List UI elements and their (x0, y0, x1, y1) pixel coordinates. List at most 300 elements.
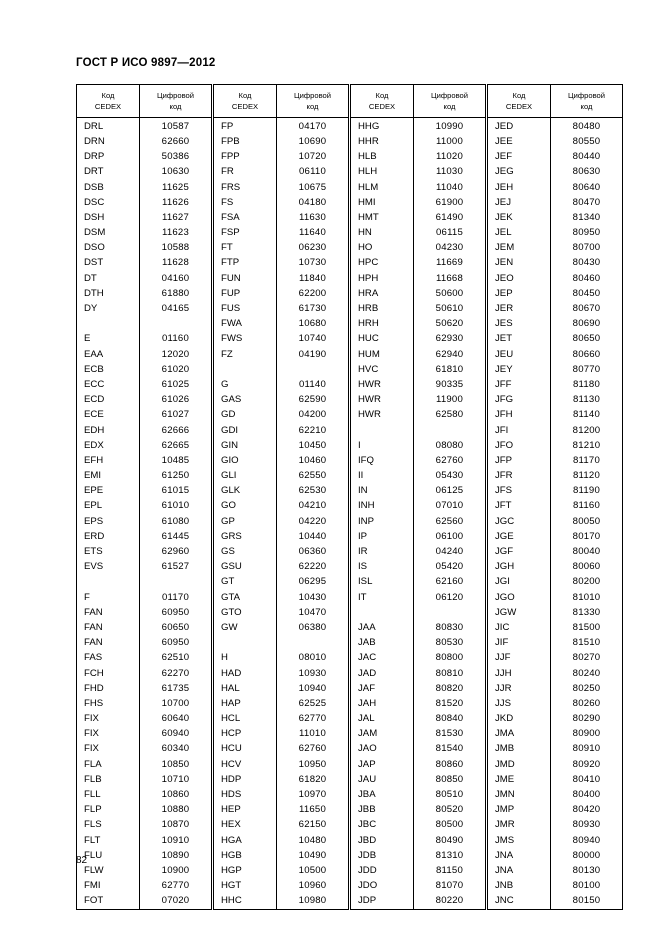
cell-cedex-code: DRP (77, 149, 140, 164)
header-numeric-code (277, 85, 349, 118)
table-row (77, 332, 212, 347)
table-row (488, 802, 623, 817)
cell-cedex-code: JAB (351, 635, 414, 650)
cell-numeric-code: 01160 (140, 332, 212, 347)
cell-numeric-code: 06120 (414, 590, 486, 605)
cell-cedex-code: JMR (488, 818, 551, 833)
cell-cedex-code (214, 362, 277, 377)
cell-cedex-code: INH (351, 499, 414, 514)
cell-numeric-code: 62580 (414, 408, 486, 423)
cell-cedex-code: JJS (488, 696, 551, 711)
cell-cedex-code: ECB (77, 362, 140, 377)
cell-cedex-code: HCP (214, 727, 277, 742)
table-row (351, 195, 486, 210)
table-row (488, 149, 623, 164)
table-row (488, 392, 623, 407)
cell-cedex-code: HHR (351, 134, 414, 149)
cell-numeric-code: 11625 (140, 180, 212, 195)
cell-cedex-code: JAH (351, 696, 414, 711)
table-spacer-row (351, 423, 486, 438)
table-row (77, 818, 212, 833)
cell-numeric-code: 80910 (551, 742, 623, 757)
table-row (488, 347, 623, 362)
cell-cedex-code: ETS (77, 544, 140, 559)
cell-cedex-code: JIC (488, 620, 551, 635)
cell-cedex-code: FSP (214, 225, 277, 240)
table-row (488, 514, 623, 529)
cell-cedex-code: HWR (351, 377, 414, 392)
table-row (214, 316, 349, 331)
table-header-row (77, 85, 212, 118)
table-row (77, 301, 212, 316)
cell-numeric-code: 11669 (414, 256, 486, 271)
cell-cedex-code: FAN (77, 605, 140, 620)
cell-numeric-code: 62666 (140, 423, 212, 438)
cell-cedex-code: JEN (488, 256, 551, 271)
cell-cedex-code: JDP (351, 894, 414, 910)
cell-cedex-code: JFP (488, 453, 551, 468)
cell-cedex-code: HGB (214, 848, 277, 863)
cell-numeric-code: 81330 (551, 605, 623, 620)
cell-cedex-code: HGP (214, 863, 277, 878)
cell-cedex-code: FLT (77, 833, 140, 848)
cell-numeric-code: 61820 (277, 772, 349, 787)
table-row (488, 620, 623, 635)
cell-cedex-code: ECE (77, 408, 140, 423)
table-row (77, 559, 212, 574)
cell-cedex-code: JEF (488, 149, 551, 164)
cell-cedex-code: DSC (77, 195, 140, 210)
table-row (488, 833, 623, 848)
cell-numeric-code: 11630 (277, 210, 349, 225)
table-row (351, 438, 486, 453)
cell-numeric-code: 80480 (551, 118, 623, 135)
table-row (214, 818, 349, 833)
cell-cedex-code: GD (214, 408, 277, 423)
table-row (488, 241, 623, 256)
table-row (214, 286, 349, 301)
cell-numeric-code: 80950 (551, 225, 623, 240)
table-row (214, 195, 349, 210)
cell-cedex-code: JMP (488, 802, 551, 817)
table-row (351, 696, 486, 711)
cell-cedex-code: HHC (214, 894, 277, 910)
cell-cedex-code: JDB (351, 848, 414, 863)
cell-numeric-code: 61880 (140, 286, 212, 301)
cell-numeric-code: 81170 (551, 453, 623, 468)
cell-numeric-code: 81070 (414, 878, 486, 893)
cell-numeric-code: 50600 (414, 286, 486, 301)
table-row (77, 180, 212, 195)
cell-numeric-code: 10730 (277, 256, 349, 271)
cell-cedex-code: GP (214, 514, 277, 529)
table-row (214, 377, 349, 392)
cell-cedex-code: HWR (351, 392, 414, 407)
cell-numeric-code: 50386 (140, 149, 212, 164)
table-row (351, 529, 486, 544)
table-row (77, 681, 212, 696)
table-row (214, 802, 349, 817)
cell-numeric-code: 80650 (551, 332, 623, 347)
cell-numeric-code: 80770 (551, 362, 623, 377)
table-row (77, 271, 212, 286)
cell-numeric-code: 10430 (277, 590, 349, 605)
table-row (351, 590, 486, 605)
table-row (351, 620, 486, 635)
table-row (488, 180, 623, 195)
cell-cedex-code: JAD (351, 666, 414, 681)
cell-numeric-code: 11030 (414, 165, 486, 180)
header-cedex-line1: Код (101, 91, 115, 100)
table-row (77, 408, 212, 423)
cell-numeric-code: 10970 (277, 787, 349, 802)
table-row (214, 651, 349, 666)
cell-cedex-code: JDO (351, 878, 414, 893)
cell-cedex-code: FUN (214, 271, 277, 286)
cell-cedex-code: IT (351, 590, 414, 605)
table-row (77, 499, 212, 514)
table-row (214, 347, 349, 362)
cell-cedex-code: FRS (214, 180, 277, 195)
cell-cedex-code: DSM (77, 225, 140, 240)
cell-numeric-code: 10588 (140, 241, 212, 256)
cell-numeric-code (414, 605, 486, 620)
table-row (214, 225, 349, 240)
cell-numeric-code: 05430 (414, 468, 486, 483)
table-row (351, 468, 486, 483)
cell-numeric-code: 10990 (414, 118, 486, 135)
cell-numeric-code: 10440 (277, 529, 349, 544)
cell-cedex-code: HCU (214, 742, 277, 757)
cell-cedex-code (77, 575, 140, 590)
cell-numeric-code: 80200 (551, 575, 623, 590)
header-cedex-line1: Код (512, 91, 526, 100)
cell-cedex-code: JFF (488, 377, 551, 392)
cell-numeric-code: 80940 (551, 833, 623, 848)
cell-numeric-code: 04240 (414, 544, 486, 559)
cell-numeric-code: 81500 (551, 620, 623, 635)
table-row (488, 559, 623, 574)
table-spacer-row (77, 316, 212, 331)
cell-numeric-code: 80630 (551, 165, 623, 180)
table-row (214, 666, 349, 681)
cell-numeric-code: 81150 (414, 863, 486, 878)
table-row (351, 651, 486, 666)
table-row (351, 134, 486, 149)
table-row (214, 468, 349, 483)
cell-cedex-code: JFI (488, 423, 551, 438)
table-row (77, 833, 212, 848)
cell-cedex-code: JBC (351, 818, 414, 833)
table-row (77, 696, 212, 711)
cell-cedex-code: JEM (488, 241, 551, 256)
table-row (351, 575, 486, 590)
header-numeric-line2: код (443, 102, 456, 111)
cell-cedex-code: FLA (77, 757, 140, 772)
header-numeric-code (414, 85, 486, 118)
table-row (488, 605, 623, 620)
cell-numeric-code: 80050 (551, 514, 623, 529)
table-row (351, 514, 486, 529)
cell-numeric-code: 10910 (140, 833, 212, 848)
table-row (77, 635, 212, 650)
cell-numeric-code: 62760 (414, 453, 486, 468)
cell-numeric-code: 81120 (551, 468, 623, 483)
cell-cedex-code: HEP (214, 802, 277, 817)
cell-numeric-code: 04190 (277, 347, 349, 362)
table-row (488, 408, 623, 423)
table-row (214, 392, 349, 407)
table-row (351, 802, 486, 817)
cell-numeric-code: 62770 (140, 878, 212, 893)
cell-numeric-code: 80130 (551, 863, 623, 878)
cell-numeric-code: 81140 (551, 408, 623, 423)
table-row (77, 210, 212, 225)
cell-numeric-code: 80100 (551, 878, 623, 893)
cell-cedex-code: FTP (214, 256, 277, 271)
cell-cedex-code: GDI (214, 423, 277, 438)
table-row (488, 590, 623, 605)
cell-cedex-code: HO (351, 241, 414, 256)
table-row (488, 134, 623, 149)
table-row (77, 620, 212, 635)
table-row (351, 332, 486, 347)
cell-cedex-code: JNC (488, 894, 551, 910)
cell-numeric-code: 10880 (140, 802, 212, 817)
cell-numeric-code: 10470 (277, 605, 349, 620)
cell-cedex-code: HEX (214, 818, 277, 833)
table-row (77, 453, 212, 468)
code-table-wrapper (76, 84, 212, 910)
table-row (351, 377, 486, 392)
cell-numeric-code: 80000 (551, 848, 623, 863)
cell-cedex-code: EMI (77, 468, 140, 483)
table-row (77, 757, 212, 772)
cell-numeric-code (277, 635, 349, 650)
header-numeric-line1: Цифровой (294, 91, 331, 100)
table-row (351, 286, 486, 301)
cell-cedex-code: HUC (351, 332, 414, 347)
code-table (213, 84, 349, 910)
table-row (351, 180, 486, 195)
header-numeric-code (140, 85, 212, 118)
cell-cedex-code: HRB (351, 301, 414, 316)
cell-cedex-code: JNB (488, 878, 551, 893)
cell-cedex-code: DSH (77, 210, 140, 225)
code-table-wrapper (350, 84, 486, 910)
cell-numeric-code: 10900 (140, 863, 212, 878)
cell-cedex-code: JET (488, 332, 551, 347)
cell-cedex-code: JAA (351, 620, 414, 635)
cell-numeric-code: 60650 (140, 620, 212, 635)
cell-numeric-code: 10680 (277, 316, 349, 331)
cell-cedex-code: JFR (488, 468, 551, 483)
table-row (214, 863, 349, 878)
cell-cedex-code: FLS (77, 818, 140, 833)
cell-numeric-code: 11627 (140, 210, 212, 225)
table-spacer-row (214, 635, 349, 650)
table-row (214, 711, 349, 726)
cell-cedex-code: II (351, 468, 414, 483)
cell-cedex-code: JAU (351, 772, 414, 787)
cell-numeric-code: 81530 (414, 727, 486, 742)
cell-numeric-code: 10980 (277, 894, 349, 910)
cell-numeric-code: 81310 (414, 848, 486, 863)
header-numeric-line2: код (306, 102, 319, 111)
cell-numeric-code: 04200 (277, 408, 349, 423)
table-row (351, 271, 486, 286)
cell-numeric-code: 10720 (277, 149, 349, 164)
cell-numeric-code: 81510 (551, 635, 623, 650)
cell-cedex-code: I (351, 438, 414, 453)
table-row (351, 347, 486, 362)
cell-cedex-code: FIX (77, 727, 140, 742)
table-row (214, 271, 349, 286)
cell-cedex-code: JAL (351, 711, 414, 726)
table-row (351, 863, 486, 878)
cell-cedex-code: FP (214, 118, 277, 135)
cell-cedex-code: JES (488, 316, 551, 331)
cell-numeric-code: 62200 (277, 286, 349, 301)
cell-cedex-code: JFS (488, 484, 551, 499)
cell-cedex-code: JEO (488, 271, 551, 286)
cell-cedex-code: EPS (77, 514, 140, 529)
cell-cedex-code: EVS (77, 559, 140, 574)
table-row (488, 818, 623, 833)
table-row (214, 833, 349, 848)
cell-numeric-code: 80060 (551, 559, 623, 574)
cell-cedex-code: JGC (488, 514, 551, 529)
cell-cedex-code: EPE (77, 484, 140, 499)
table-row (214, 210, 349, 225)
cell-cedex-code: IR (351, 544, 414, 559)
table-row (351, 818, 486, 833)
header-numeric-code (551, 85, 623, 118)
cell-numeric-code: 62770 (277, 711, 349, 726)
cell-cedex-code: JER (488, 301, 551, 316)
cell-numeric-code: 80900 (551, 727, 623, 742)
table-row (214, 438, 349, 453)
table-row (488, 453, 623, 468)
cell-cedex-code: JEJ (488, 195, 551, 210)
cell-cedex-code: JKD (488, 711, 551, 726)
table-row (214, 453, 349, 468)
cell-numeric-code: 80800 (414, 651, 486, 666)
table-row (77, 605, 212, 620)
cell-numeric-code: 60340 (140, 742, 212, 757)
cell-cedex-code: JEU (488, 347, 551, 362)
code-tables-container (76, 84, 623, 910)
table-row (488, 681, 623, 696)
cell-cedex-code: FR (214, 165, 277, 180)
table-row (214, 499, 349, 514)
cell-numeric-code: 01170 (140, 590, 212, 605)
table-spacer-row (77, 575, 212, 590)
cell-numeric-code: 04165 (140, 301, 212, 316)
cell-cedex-code: HGA (214, 833, 277, 848)
cell-cedex-code: GSU (214, 559, 277, 574)
cell-cedex-code: GIN (214, 438, 277, 453)
table-row (351, 772, 486, 787)
cell-cedex-code: EAA (77, 347, 140, 362)
cell-cedex-code: HAP (214, 696, 277, 711)
code-table (76, 84, 212, 910)
cell-numeric-code: 81340 (551, 210, 623, 225)
code-table (350, 84, 486, 910)
cell-cedex-code: FMI (77, 878, 140, 893)
table-row (77, 711, 212, 726)
cell-numeric-code: 80810 (414, 666, 486, 681)
cell-numeric-code: 80260 (551, 696, 623, 711)
header-numeric-line1: Цифровой (157, 91, 194, 100)
cell-numeric-code: 04230 (414, 241, 486, 256)
cell-cedex-code: JED (488, 118, 551, 135)
cell-cedex-code: FPP (214, 149, 277, 164)
cell-numeric-code: 61490 (414, 210, 486, 225)
table-row (351, 301, 486, 316)
cell-numeric-code: 62930 (414, 332, 486, 347)
cell-numeric-code: 80150 (551, 894, 623, 910)
cell-cedex-code: JMB (488, 742, 551, 757)
table-row (214, 241, 349, 256)
cell-numeric-code: 10490 (277, 848, 349, 863)
cell-cedex-code: JAO (351, 742, 414, 757)
cell-numeric-code: 10740 (277, 332, 349, 347)
cell-cedex-code: HLH (351, 165, 414, 180)
cell-numeric-code: 10460 (277, 453, 349, 468)
table-row (77, 848, 212, 863)
table-row (488, 271, 623, 286)
cell-cedex-code: JDD (351, 863, 414, 878)
cell-numeric-code: 61810 (414, 362, 486, 377)
cell-cedex-code: FAN (77, 635, 140, 650)
cell-cedex-code: HN (351, 225, 414, 240)
cell-cedex-code: IS (351, 559, 414, 574)
cell-numeric-code: 10450 (277, 438, 349, 453)
cell-cedex-code: HDP (214, 772, 277, 787)
cell-cedex-code: HHG (351, 118, 414, 135)
cell-cedex-code: JGI (488, 575, 551, 590)
cell-numeric-code: 80660 (551, 347, 623, 362)
cell-cedex-code: JGE (488, 529, 551, 544)
table-row (488, 195, 623, 210)
cell-cedex-code: HAD (214, 666, 277, 681)
cell-cedex-code: INP (351, 514, 414, 529)
cell-cedex-code: HMI (351, 195, 414, 210)
cell-cedex-code: JNA (488, 863, 551, 878)
table-row (77, 241, 212, 256)
cell-numeric-code: 06110 (277, 165, 349, 180)
cell-cedex-code: FLU (77, 848, 140, 863)
table-row (351, 256, 486, 271)
cell-cedex-code: IN (351, 484, 414, 499)
table-row (488, 757, 623, 772)
table-row (214, 848, 349, 863)
table-row (351, 165, 486, 180)
table-row (214, 149, 349, 164)
cell-numeric-code: 62665 (140, 438, 212, 453)
table-row (214, 514, 349, 529)
cell-cedex-code: G (214, 377, 277, 392)
cell-cedex-code: ISL (351, 575, 414, 590)
header-cedex-line1: Код (238, 91, 252, 100)
table-row (77, 878, 212, 893)
cell-cedex-code: HAL (214, 681, 277, 696)
table-row (488, 711, 623, 726)
cell-cedex-code: JMD (488, 757, 551, 772)
cell-numeric-code: 62510 (140, 651, 212, 666)
cell-cedex-code: HLM (351, 180, 414, 195)
